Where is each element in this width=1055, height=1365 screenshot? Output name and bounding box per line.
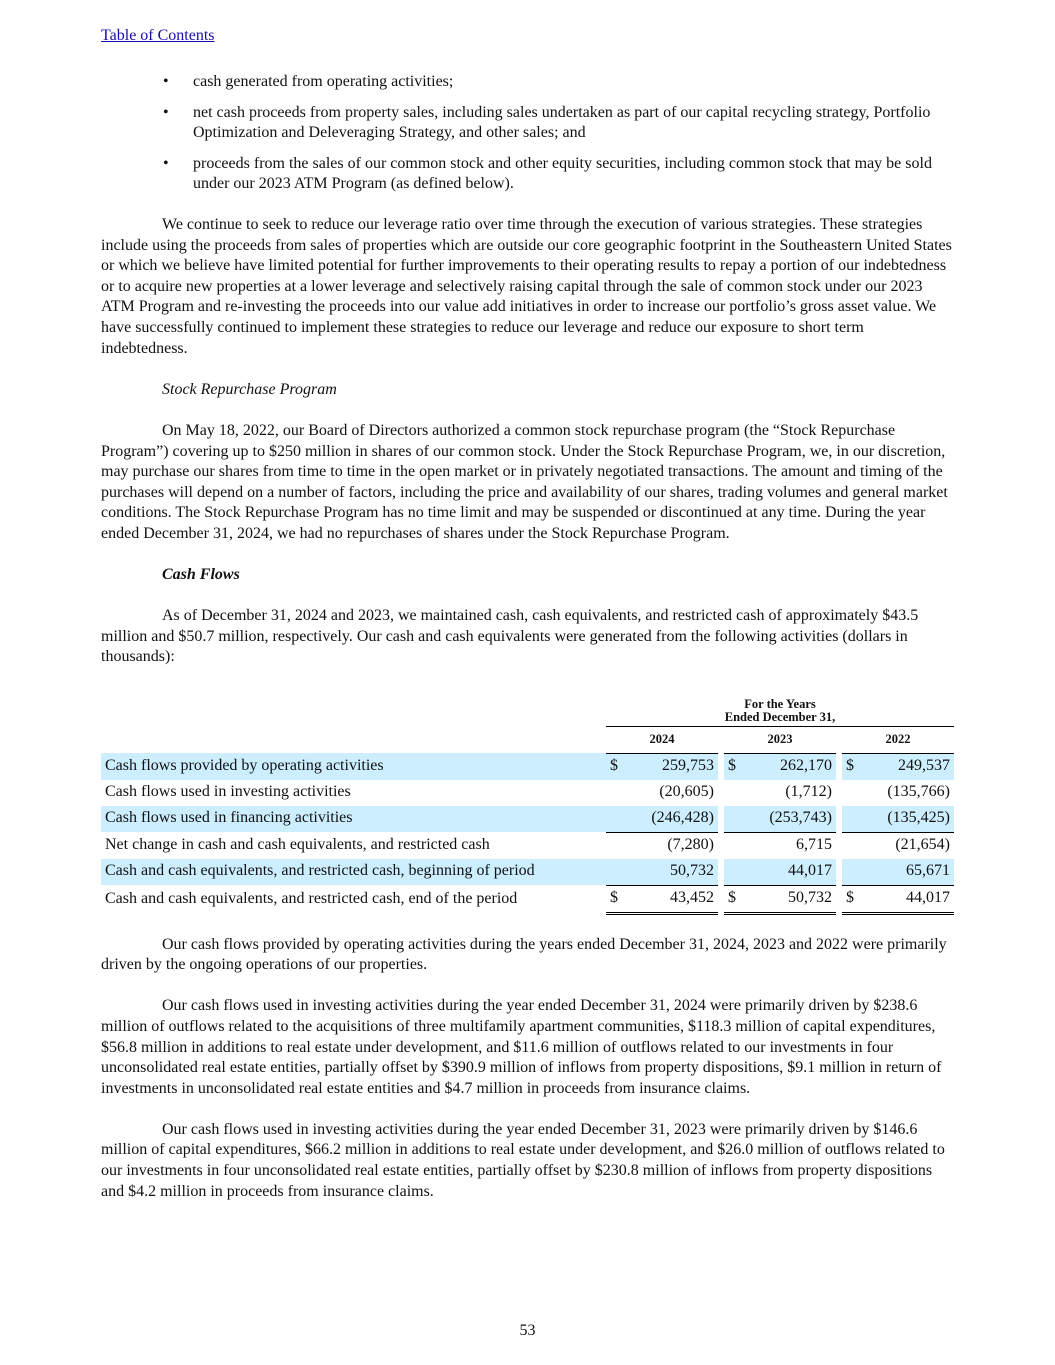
- row-label: Cash flows used in investing activities: [105, 783, 351, 801]
- table-year-header-row: [101, 727, 954, 754]
- table-group-header-row: [101, 698, 954, 727]
- value-2022: (135,425): [860, 806, 954, 833]
- cash-flows-table: [101, 698, 954, 915]
- bullet-icon: •: [163, 103, 169, 121]
- currency-symbol: $: [724, 753, 742, 780]
- column-header-2023: 2023: [724, 727, 836, 754]
- row-label: Cash and cash equivalents, and restricted cash, beginning of period: [101, 859, 606, 886]
- value-2022: 44,017: [860, 885, 954, 913]
- value-2023: (1,712): [785, 783, 832, 801]
- list-item-text: proceeds from the sales of our common stock and other equity securities, including common stock that may be sold under our 2023 ATM Program (as defined below).: [193, 154, 932, 193]
- investing-activities-2024-paragraph: Our cash flows used in investing activities during the year ended December 31, 2024 were primarily driven by $238.6 million of outflows related to the acquisitions of three multifamily apartment communities, $118.3 million of capital expenditures, $56.8 million in additions to real estate under development, and $11.6 million of outflows related to our investments in four unconsolidated real estate entities, partially offset by $390.9 million of inflows from property dispositions, $9.1 million in return of investments in unconsolidated real estate entities and $4.7 million in proceeds from insurance claims.: [101, 997, 942, 1097]
- value-2022: (135,766): [887, 783, 950, 801]
- column-header-2024: 2024: [606, 727, 718, 754]
- value-2024: (246,428): [624, 806, 718, 833]
- column-header-2022: 2022: [842, 727, 954, 754]
- value-2024: 43,452: [624, 885, 718, 913]
- table-row: [101, 885, 954, 913]
- value-2024: 259,753: [624, 753, 718, 780]
- currency-symbol: $: [606, 753, 624, 780]
- table-of-contents-link[interactable]: Table of Contents: [101, 27, 215, 44]
- value-2023: 50,732: [742, 885, 836, 913]
- group-header-line: Ended December 31,: [724, 710, 836, 725]
- value-2024: (20,605): [659, 783, 714, 801]
- list-item: [101, 72, 954, 93]
- funding-sources-list: [101, 72, 954, 195]
- table-row: [101, 832, 954, 859]
- row-label: Cash flows provided by operating activities: [101, 753, 606, 780]
- stock-repurchase-paragraph: On May 18, 2022, our Board of Directors authorized a common stock repurchase program (the “Stock Repurchase Program”) covering up to $250 million in shares of our common stock. Under the Stock Repurchase Program, we, in our discretion, may purchase our shares from time to time in the open market or in privately negotiated transactions. The amount and timing of the purchases will depend on a number of factors, including the price and availability of our shares, trading volumes and general market conditions. The Stock Repurchase Program has no time limit and may be suspended or discontinued at any time. During the year ended December 31, 2024, we had no repurchases of shares under the Stock Repurchase Program.: [101, 421, 948, 542]
- value-2023: 44,017: [742, 859, 836, 886]
- row-label: Cash and cash equivalents, and restricted cash, end of the period: [105, 889, 518, 907]
- value-2023: (253,743): [742, 806, 836, 833]
- value-2022: 65,671: [860, 859, 954, 886]
- table-row: [101, 806, 954, 833]
- list-item: [101, 154, 954, 195]
- bullet-icon: •: [163, 154, 169, 172]
- row-label: Cash flows used in financing activities: [101, 806, 606, 833]
- operating-activities-paragraph: Our cash flows provided by operating activities during the years ended December 31, 2024, 2023 and 2022 were primarily driven by the ongoing operations of our properties.: [101, 935, 947, 974]
- list-item: [101, 103, 954, 144]
- page-number: 53: [519, 1322, 536, 1339]
- investing-activities-2023-paragraph: Our cash flows used in investing activities during the year ended December 31, 2023 were primarily driven by $146.6 million of capital expenditures, $66.2 million in additions to real estate under development, and $26.0 million of outflows related to our investments in four unconsolidated real estate entities, partially offset by $230.8 million of inflows from property dispositions and $4.2 million in proceeds from insurance claims.: [101, 1120, 945, 1200]
- list-item-text: net cash proceeds from property sales, including sales undertaken as part of our capital recycling strategy, Portfolio Optimization and Deleveraging Strategy, and other sales; and: [193, 103, 931, 142]
- leverage-paragraph: We continue to seek to reduce our leverage ratio over time through the execution of various strategies. These strategies include using the proceeds from sales of properties which are outside our core geographic footprint in the Southeastern United States or which we believe have limited potential for further improvements to their operating results to repay a portion of our indebtedness or to acquire new properties at a lower leverage and selectively raising capital through the sale of common stock under our 2023 ATM Program and re-investing the proceeds into our value add initiatives in order to increase our portfolio’s gross asset value. We have successfully continued to implement these strategies to reduce our leverage and reduce our exposure to short term indebtedness.: [101, 215, 952, 357]
- value-2022: 249,537: [860, 753, 954, 780]
- group-header-line: For the Years: [744, 697, 816, 712]
- table-row: [101, 859, 954, 886]
- value-2024: (7,280): [667, 836, 714, 854]
- cash-flows-heading: Cash Flows: [162, 566, 240, 584]
- value-2022: (21,654): [895, 836, 950, 854]
- currency-symbol: $: [724, 885, 742, 913]
- table-group-header: [606, 698, 954, 727]
- value-2023: 262,170: [742, 753, 836, 780]
- bullet-icon: •: [163, 73, 169, 90]
- list-item-text: cash generated from operating activities;: [193, 73, 454, 90]
- value-2024: 50,732: [624, 859, 718, 886]
- currency-symbol: $: [842, 753, 860, 780]
- value-2023: 6,715: [796, 836, 832, 854]
- table-row: [101, 753, 954, 780]
- stock-repurchase-heading: Stock Repurchase Program: [162, 380, 337, 398]
- page-content: [101, 72, 954, 1223]
- cash-flows-intro-paragraph: As of December 31, 2024 and 2023, we maintained cash, cash equivalents, and restricted cash of approximately $43.5 million and $50.7 million, respectively. Our cash and cash equivalents were generated from the following activities (dollars in thousands):: [101, 607, 919, 666]
- table-row: [101, 780, 954, 806]
- currency-symbol: $: [606, 885, 624, 913]
- row-label: Net change in cash and cash equivalents, and restricted cash: [105, 835, 490, 853]
- currency-symbol: $: [842, 885, 860, 913]
